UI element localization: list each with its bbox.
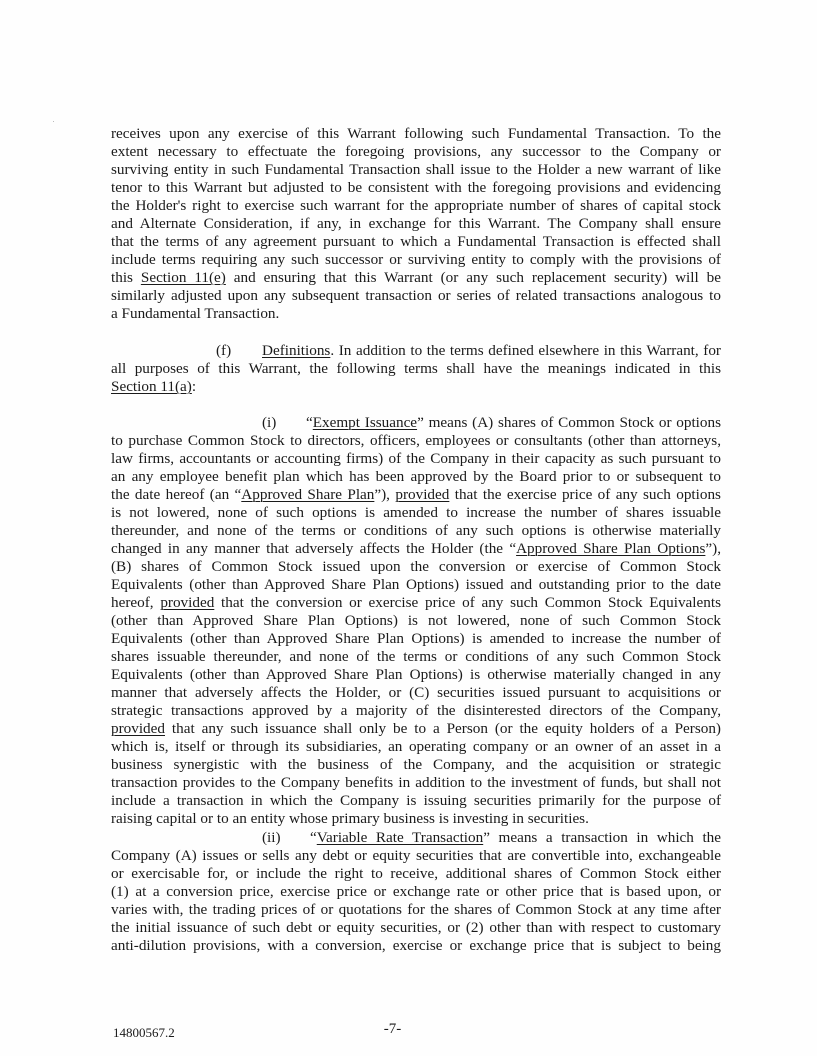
- text-line: (other than Approved Share Plan Options) is not lowered, none of such Common Stock: [111, 612, 721, 629]
- text-line: the Holder's right to exercise such warrant for the appropriate number of shares of capital stock: [111, 197, 721, 214]
- text-line: strategic transactions approved by a majority of the disinterested directors of the Company,: [111, 702, 721, 719]
- text-line: thereunder, and none of the terms or conditions of any such options is otherwise materially: [111, 522, 721, 539]
- text-line: Equivalents (other than Approved Share Plan Options) issued and outstanding prior to the date: [111, 576, 721, 593]
- close-quote: ”: [417, 414, 424, 431]
- text-line: all purposes of this Warrant, the following terms shall have the meanings indicated in this: [111, 360, 721, 377]
- definition-exempt-issuance: [111, 414, 721, 828]
- text-fragment: the date hereof (an “: [111, 486, 242, 503]
- text-line: varies with, the trading prices of or quotations for the shares of Common Stock at any time after: [111, 901, 721, 918]
- text-line: (1) at a conversion price, exercise price or exchange rate or other price that is based upon, or: [111, 883, 721, 900]
- section-reference-11a: Section 11(a): [111, 378, 192, 395]
- text-line: (B) shares of Common Stock issued upon the conversion or exercise of Common Stock: [111, 558, 721, 575]
- text-fragment: ”),: [705, 540, 721, 557]
- text-line: anti-dilution provisions, with a conversion, exercise or exchange price that is subject to being: [111, 937, 721, 954]
- text-fragment: that the conversion or exercise price of any such Common Stock Equivalents: [214, 594, 721, 611]
- text-line: business synergistic with the business of the Company, and the acquisition or strategic: [111, 756, 721, 773]
- text-line: [111, 486, 721, 504]
- text-line: Equivalents (other than Approved Share Plan Options) is amended to increase the number of: [111, 630, 721, 647]
- text-fragment: means a transaction in which the: [489, 829, 722, 846]
- text-fragment: ”),: [374, 486, 396, 503]
- text-fragment: that any such issuance shall only be to a Person (or the equity holders of a Person): [165, 720, 721, 737]
- text-fragment: this: [111, 269, 141, 286]
- text-fragment: means (A) shares of Common Stock or options: [423, 414, 722, 431]
- text-line: extent necessary to effectuate the foregoing provisions, any successor to the Company or: [111, 143, 721, 160]
- page-number: -7-: [383, 1021, 402, 1037]
- section-reference-11e: Section 11(e): [140, 269, 226, 286]
- provided-keyword: provided: [160, 594, 215, 611]
- text-line: [111, 540, 721, 558]
- text-line: [111, 720, 721, 738]
- open-quote: “: [306, 414, 313, 431]
- page-number-container: [0, 1021, 817, 1038]
- text-line: tenor to this Warrant but adjusted to be consistent with the foregoing provisions and evidencing: [111, 179, 721, 196]
- scan-speck: [53, 121, 54, 122]
- text-fragment: . In addition to the terms defined elsewhere in this Warrant, for: [330, 342, 721, 359]
- document-id: 14800567.2: [113, 1025, 175, 1040]
- text-line: [111, 269, 721, 287]
- text-fragment: changed in any manner that adversely affects the Holder (the “: [111, 540, 517, 557]
- text-line: a Fundamental Transaction.: [111, 305, 280, 322]
- text-line: that the terms of any agreement pursuant to which a Fundamental Transaction is effected shall: [111, 233, 721, 250]
- text-line: to purchase Common Stock to directors, officers, employees or consultants (other than attorneys,: [111, 432, 721, 449]
- section-f-definitions: [111, 342, 721, 396]
- provided-keyword: provided: [395, 486, 450, 503]
- open-quote: “: [310, 829, 317, 846]
- defined-term: Approved Share Plan Options: [516, 540, 706, 557]
- text-line: raising capital or to an entity whose primary business is investing in securities.: [111, 810, 589, 827]
- text-line: is not lowered, none of such options is amended to increase the number of shares issuable: [111, 504, 721, 521]
- text-line: surviving entity in such Fundamental Transaction shall issue to the Holder a new warrant of like: [111, 161, 721, 178]
- text-line: or exercisable for, or include the right to receive, additional shares of Common Stock either: [111, 865, 721, 882]
- defined-term: Exempt Issuance: [312, 414, 418, 431]
- text-fragment: that the exercise price of any such options: [449, 486, 721, 503]
- text-line: Company (A) issues or sells any debt or equity securities that are convertible into, exchangeable: [111, 847, 721, 864]
- text-line: and Alternate Consideration, if any, in exchange for this Warrant. The Company shall ensure: [111, 215, 721, 232]
- definition-variable-rate-transaction: [111, 829, 721, 955]
- definition-marker: (i): [262, 414, 277, 431]
- text-line: similarly adjusted upon any subsequent transaction or series of related transactions analogous to: [111, 287, 721, 304]
- definition-marker: (ii): [262, 829, 281, 846]
- section-heading: Definitions: [262, 342, 331, 359]
- text-line: Equivalents (other than Approved Share Plan Options) is otherwise materially changed in any: [111, 666, 721, 683]
- defined-term: Variable Rate Transaction: [316, 829, 484, 846]
- defined-term: Approved Share Plan: [241, 486, 375, 503]
- close-quote: ”: [483, 829, 490, 846]
- text-fragment: :: [191, 378, 197, 395]
- text-line: the initial issuance of such debt or equity securities, or (2) other than with respect to customary: [111, 919, 721, 936]
- text-line: [111, 342, 721, 360]
- text-line: transaction provides to the Company benefits in addition to the investment of funds, but shall not: [111, 774, 721, 791]
- text-line: receives upon any exercise of this Warrant following such Fundamental Transaction. To the: [111, 125, 721, 142]
- text-line: manner that adversely affects the Holder, or (C) securities issued pursuant to acquisitions or: [111, 684, 721, 701]
- text-line: [111, 378, 721, 396]
- text-fragment: hereof,: [111, 594, 161, 611]
- text-line: [111, 594, 721, 612]
- text-line: which is, itself or through its subsidiaries, an operating company or an owner of an asset in a: [111, 738, 721, 755]
- text-line: law firms, accountants or accounting firms) of the Company in their capacity as such pursuant to: [111, 450, 721, 467]
- paragraph-continuation: [111, 125, 721, 323]
- text-line: include a transaction in which the Company is issuing securities primarily for the purpose of: [111, 792, 721, 809]
- text-line: an any employee benefit plan which has been approved by the Board prior to or subsequent to: [111, 468, 721, 485]
- section-marker: (f): [216, 342, 232, 359]
- text-fragment: and ensuring that this Warrant (or any such replacement security) will be: [225, 269, 721, 286]
- text-line: shares issuable thereunder, and none of the terms or conditions of any such Common Stock: [111, 648, 721, 665]
- text-line: [111, 829, 721, 847]
- text-line: [111, 414, 721, 432]
- provided-keyword: provided: [111, 720, 165, 737]
- text-line: include terms requiring any such successor or surviving entity to comply with the provisions of: [111, 251, 721, 268]
